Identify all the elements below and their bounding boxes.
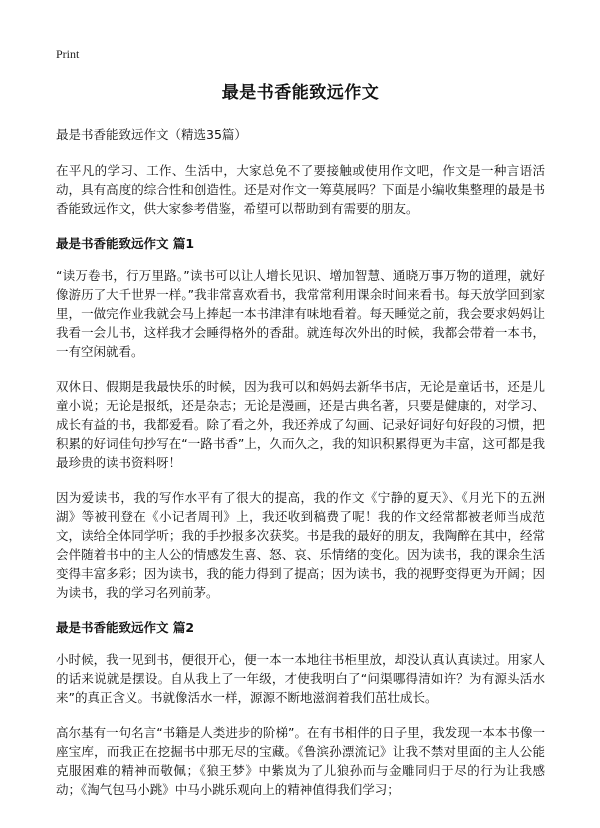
section-1-paragraph-2: 双休日、假期是我最快乐的时候，因为我可以和妈妈去新华书店，无论是童话书，还是儿童小说；无论是报纸，还是杂志；无论是漫画，还是古典名著，只要是健康的，对学习、成长有益的书，我都爱看。除了看之外，我还养成了勾画、记录好词好句好段的习惯，把积累的好词佳句抄写在“一路书香”上，久而久之，我的知识积累得更为丰富，这可都是我最珍贵的读书资料呀！ <box>56 379 545 470</box>
page-title: 最是书香能致远作文 <box>221 83 380 103</box>
article <box>56 78 545 815</box>
print-link[interactable]: Print <box>56 47 80 61</box>
intro-paragraph: 在平凡的学习、工作、生活中，大家总免不了要接触或使用作文吧，作文是一种言语活动，具有高度的综合性和创造性。还是对作文一筹莫展吗？下面是小编收集整理的最是书香能致远作文，供大家参考借鉴，希望可以帮助到有需要的朋友。 <box>56 163 545 216</box>
section-2-paragraph-2: 高尔基有一句名言“书籍是人类进步的阶梯”。在有书相伴的日子里，我发现一本本书像一座宝库，而我正在挖掘书中那无尽的宝藏。《鲁滨孙漂流记》让我不禁对里面的主人公能克服困难的精神而敬佩；《狼王梦》中紫岚为了儿狼孙而与金雕同归于尽的行为让我感动；《淘气包马小跳》中马小跳乐观向上的精神值得我们学习； <box>56 725 545 797</box>
section-1-paragraph-3: 因为爱读书，我的写作水平有了很大的提高，我的作文《宁静的夏天》、《月光下的五洲湖》等被刊登在《小记者周刊》上，我还收到稿费了呢！我的作文经常都被老师当成范文，读给全体同学听；我的手抄报多次获奖。书是我的最好的朋友，我陶醉在其中，经常会伴随着书中的主人公的情感发生喜、怒、哀、乐情绪的变化。因为读书，我的课余生活变得丰富多彩；因为读书，我的能力得到了提高；因为读书，我的视野变得更为开阔；因为读书，我的学习名列前茅。 <box>56 490 545 600</box>
section-heading-1: 最是书香能致远作文 篇1 <box>56 236 195 251</box>
section-1-paragraph-1: “读万卷书，行万里路。”读书可以让人增长见识、增加智慧、通晓万事万物的道理，就好像游历了大千世界一样。”我非常喜欢看书，我常常利用课余时间来看书。每天放学回到家里，一做完作业我就会马上捧起一本书津津有味地看着。每天睡觉之前，我会要求妈妈让我看一会儿书，这样我才会睡得格外的香甜。就连每次外出的时候，我都会带着一本书，一有空闲就看。 <box>56 268 545 359</box>
section-2-paragraph-1: 小时候，我一见到书，便很开心，便一本一本地往书柜里放，却没认真认真读过。用家人的话来说就是摆设。自从我上了一年级，才使我明白了“问渠哪得清如许？为有源头活水来”的真正含义。书就像活水一样，源源不断地滋润着我们茁壮成长。 <box>56 652 545 705</box>
section-heading-2: 最是书香能致远作文 篇2 <box>56 620 195 635</box>
article-subtitle: 最是书香能致远作文（精选35篇） <box>56 127 247 142</box>
